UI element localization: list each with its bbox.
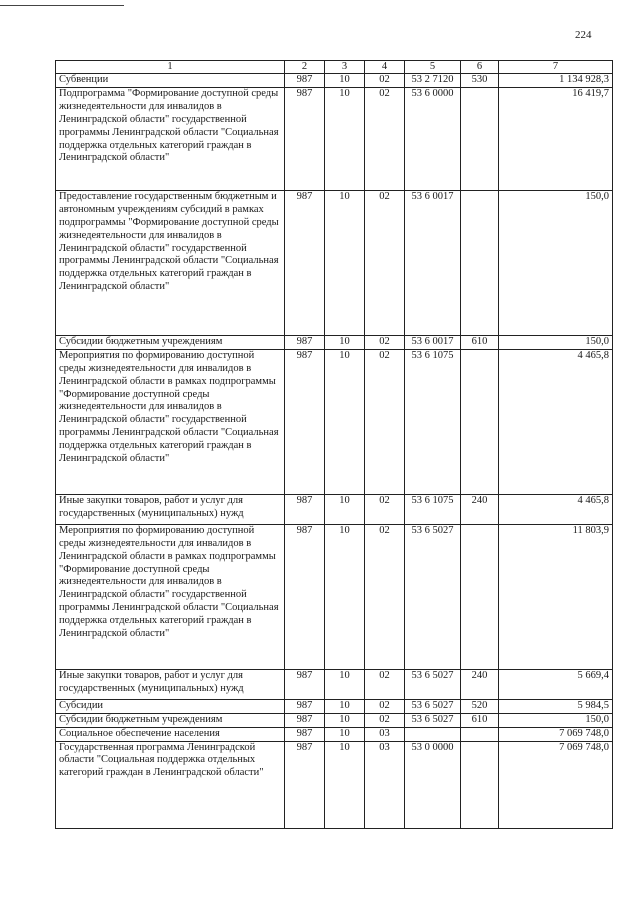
row-col-4: 02 (365, 699, 405, 713)
table-row (56, 190, 613, 335)
page-number: 224 (575, 29, 592, 41)
row-amount: 4 465,8 (499, 494, 613, 524)
header-cell-1: 1 (56, 61, 285, 74)
row-col-4: 03 (365, 741, 405, 828)
row-col-2: 987 (285, 699, 325, 713)
row-col-2: 987 (285, 494, 325, 524)
row-col-2: 987 (285, 713, 325, 727)
row-col-6 (461, 190, 499, 335)
row-col-2: 987 (285, 190, 325, 335)
table-row (56, 713, 613, 727)
row-amount: 11 803,9 (499, 524, 613, 669)
row-amount: 7 069 748,0 (499, 727, 613, 741)
row-description: Субсидии бюджетным учреждениям (56, 335, 285, 349)
row-amount: 150,0 (499, 335, 613, 349)
row-col-3: 10 (325, 190, 365, 335)
row-col-4: 02 (365, 190, 405, 335)
row-col-5: 53 6 0017 (405, 335, 461, 349)
row-col-4: 03 (365, 727, 405, 741)
row-description: Мероприятия по формированию доступной среды жизнедеятельности для инвалидов в Ленинградской области в рамках подпрограммы "Формирование доступной среды жизнедеятельности для инвалидов в Ленинградской области" государственной программы Ленинградской области "Социальная поддержка отдельных категорий граждан в Ленинградской области" (56, 349, 285, 494)
budget-table (55, 60, 613, 829)
row-col-4: 02 (365, 669, 405, 699)
header-cell-7: 7 (499, 61, 613, 74)
header-cell-2: 2 (285, 61, 325, 74)
row-description: Субвенции (56, 74, 285, 88)
row-col-3: 10 (325, 741, 365, 828)
row-col-5: 53 6 0017 (405, 190, 461, 335)
table-row (56, 669, 613, 699)
row-description: Государственная программа Ленинградской области "Социальная поддержка отдельных категорий граждан в Ленинградской области" (56, 741, 285, 828)
row-description: Мероприятия по формированию доступной среды жизнедеятельности для инвалидов в Ленинградской области в рамках подпрограммы "Формирование доступной среды жизнедеятельности для инвалидов в Ленинградской области" государственной программы Ленинградской области "Социальная поддержка отдельных категорий граждан в Ленинградской области" (56, 524, 285, 669)
row-col-5: 53 2 7120 (405, 74, 461, 88)
row-col-4: 02 (365, 87, 405, 190)
header-cell-5: 5 (405, 61, 461, 74)
row-col-2: 987 (285, 335, 325, 349)
row-col-5 (405, 727, 461, 741)
top-rule (0, 5, 124, 6)
row-col-5: 53 6 0000 (405, 87, 461, 190)
table-row (56, 87, 613, 190)
row-col-6: 610 (461, 335, 499, 349)
row-col-6: 240 (461, 669, 499, 699)
row-col-6 (461, 349, 499, 494)
row-col-5: 53 0 0000 (405, 741, 461, 828)
row-col-4: 02 (365, 335, 405, 349)
row-col-6 (461, 524, 499, 669)
row-col-2: 987 (285, 524, 325, 669)
row-col-4: 02 (365, 349, 405, 494)
table-row (56, 494, 613, 524)
row-col-6: 520 (461, 699, 499, 713)
row-col-3: 10 (325, 669, 365, 699)
row-col-5: 53 6 5027 (405, 699, 461, 713)
row-amount: 16 419,7 (499, 87, 613, 190)
table-row (56, 349, 613, 494)
row-col-3: 10 (325, 699, 365, 713)
row-col-2: 987 (285, 727, 325, 741)
row-col-5: 53 6 1075 (405, 494, 461, 524)
header-cell-6: 6 (461, 61, 499, 74)
row-col-3: 10 (325, 335, 365, 349)
row-col-3: 10 (325, 494, 365, 524)
row-amount: 4 465,8 (499, 349, 613, 494)
row-col-2: 987 (285, 74, 325, 88)
row-col-2: 987 (285, 669, 325, 699)
row-col-4: 02 (365, 713, 405, 727)
row-col-2: 987 (285, 741, 325, 828)
row-amount: 150,0 (499, 190, 613, 335)
row-description: Иные закупки товаров, работ и услуг для государственных (муниципальных) нужд (56, 669, 285, 699)
row-description: Предоставление государственным бюджетным и автономным учреждениям субсидий в рамках подпрограммы "Формирование доступной среды жизнедеятельности для инвалидов в Ленинградской области" государственной программы Ленинградской области "Социальная поддержка отдельных категорий граждан в Ленинградской области" (56, 190, 285, 335)
row-description: Иные закупки товаров, работ и услуг для государственных (муниципальных) нужд (56, 494, 285, 524)
row-col-6: 240 (461, 494, 499, 524)
row-col-3: 10 (325, 727, 365, 741)
row-col-3: 10 (325, 87, 365, 190)
row-col-6 (461, 741, 499, 828)
row-description: Социальное обеспечение населения (56, 727, 285, 741)
table-row (56, 741, 613, 828)
header-cell-3: 3 (325, 61, 365, 74)
row-amount: 5 669,4 (499, 669, 613, 699)
row-col-2: 987 (285, 87, 325, 190)
row-description: Субсидии бюджетным учреждениям (56, 713, 285, 727)
row-col-3: 10 (325, 74, 365, 88)
table-row (56, 74, 613, 88)
table-row (56, 524, 613, 669)
table-header-row (56, 61, 613, 74)
row-col-6 (461, 87, 499, 190)
row-col-5: 53 6 5027 (405, 524, 461, 669)
row-amount: 150,0 (499, 713, 613, 727)
row-description: Подпрограмма "Формирование доступной среды жизнедеятельности для инвалидов в Ленинградской области" государственной программы Ленинградской области "Социальная поддержка отдельных категорий граждан в Ленинградской области" (56, 87, 285, 190)
row-col-3: 10 (325, 524, 365, 669)
header-cell-4: 4 (365, 61, 405, 74)
row-col-3: 10 (325, 713, 365, 727)
row-col-6: 610 (461, 713, 499, 727)
row-col-2: 987 (285, 349, 325, 494)
row-col-4: 02 (365, 74, 405, 88)
row-col-5: 53 6 5027 (405, 669, 461, 699)
row-col-4: 02 (365, 524, 405, 669)
row-col-5: 53 6 1075 (405, 349, 461, 494)
table-row (56, 335, 613, 349)
row-col-6: 530 (461, 74, 499, 88)
row-col-4: 02 (365, 494, 405, 524)
table-row (56, 727, 613, 741)
row-col-6 (461, 727, 499, 741)
row-col-5: 53 6 5027 (405, 713, 461, 727)
row-amount: 7 069 748,0 (499, 741, 613, 828)
row-col-3: 10 (325, 349, 365, 494)
table-row (56, 699, 613, 713)
row-description: Субсидии (56, 699, 285, 713)
row-amount: 5 984,5 (499, 699, 613, 713)
row-amount: 1 134 928,3 (499, 74, 613, 88)
